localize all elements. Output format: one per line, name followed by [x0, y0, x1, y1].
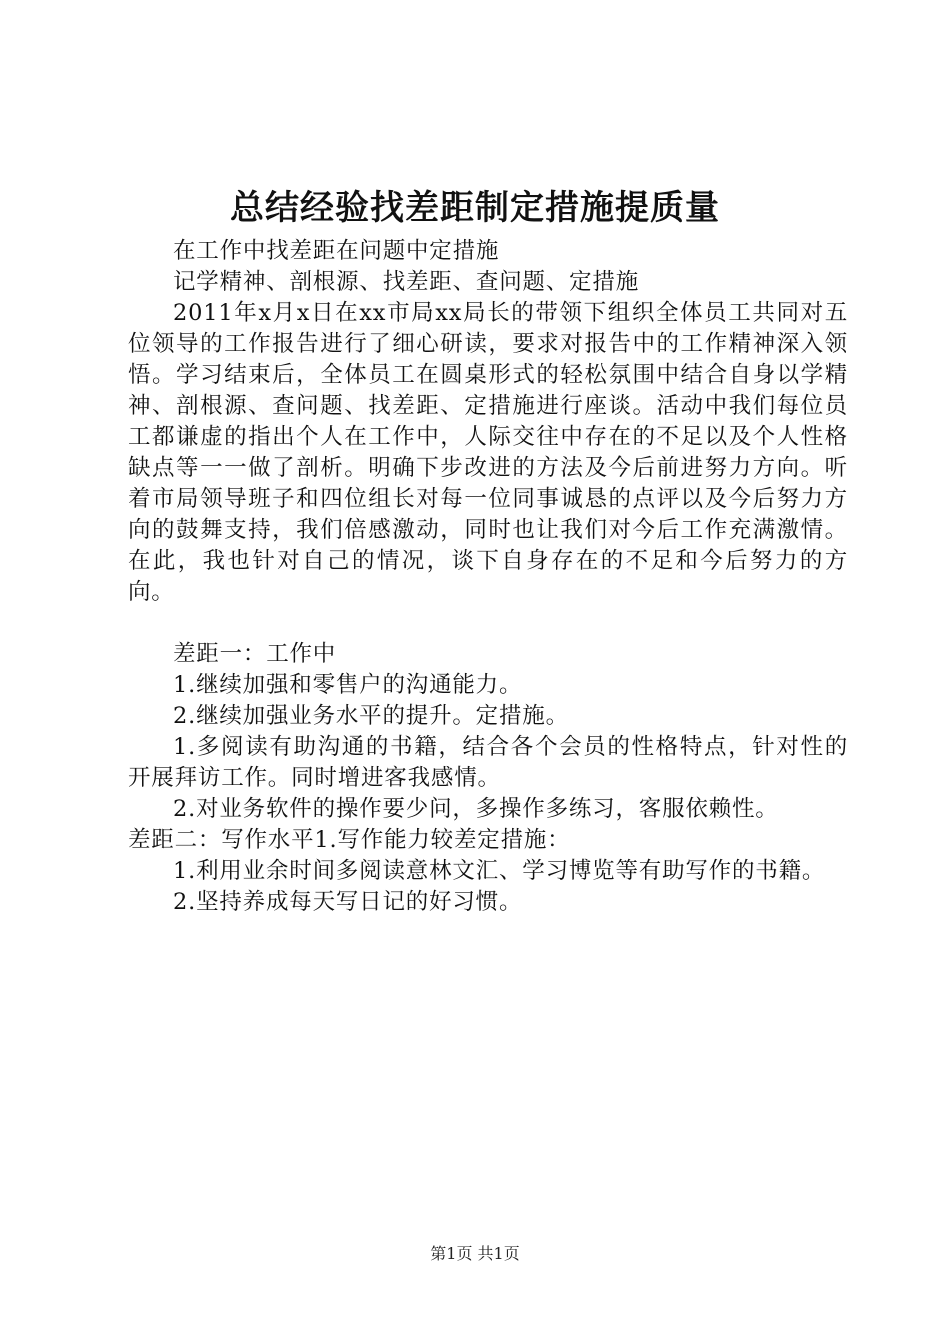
list-item: 1.利用业余时间多阅读意林文汇、学习博览等有助写作的书籍。 — [173, 858, 826, 884]
list-item: 2.对业务软件的操作要少问，多操作多练习，客服依赖性。 — [173, 796, 779, 822]
list-item: 1.继续加强和零售户的沟通能力。 — [173, 672, 523, 698]
document-title: 总结经验找差距制定措施提质量 — [230, 188, 720, 228]
section-heading: 差距二：写作水平1.写作能力较差定措施： — [128, 827, 571, 853]
page-number: 第1页 共1页 — [430, 1244, 520, 1263]
list-item: 2.坚持养成每天写日记的好习惯。 — [173, 889, 523, 915]
intro-paragraph: 2011年x月x日在xx市局xx局长的带领下组织全体员工共同对五位领导的工作报告进行了细心研读，要求对报告中的工作精神深入领悟。学习结束后，全体员工在圆桌形式的轻松氛围中结合自身以学精神、剖根源、查问题、找差距、定措施进行座谈。活动中我们每位员工都谦虚的指出个人在工作中，人际交往中存在的不足以及个人性格缺点等一一做了剖析。明确下步改进的方法及今后前进努力方向。听着市局领导班子和四位组长对每一位同事诚恳的点评以及今后努力方向的鼓舞支持，我们倍感激动，同时也让我们对今后工作充满激情。在此，我也针对自己的情况，谈下自身存在的不足和今后努力的方向。 — [128, 300, 848, 605]
subtitle-line: 记学精神、剖根源、找差距、查问题、定措施 — [173, 269, 640, 295]
list-item: 1.多阅读有助沟通的书籍，结合各个会员的性格特点，针对性的开展拜访工作。同时增进客我感情。 — [128, 734, 848, 791]
paragraph-gap — [128, 608, 848, 639]
document-body — [128, 236, 848, 918]
list-item: 2.继续加强业务水平的提升。定措施。 — [173, 703, 569, 729]
section-heading: 差距一：工作中 — [173, 641, 337, 667]
subtitle-line: 在工作中找差距在问题中定措施 — [173, 238, 500, 264]
